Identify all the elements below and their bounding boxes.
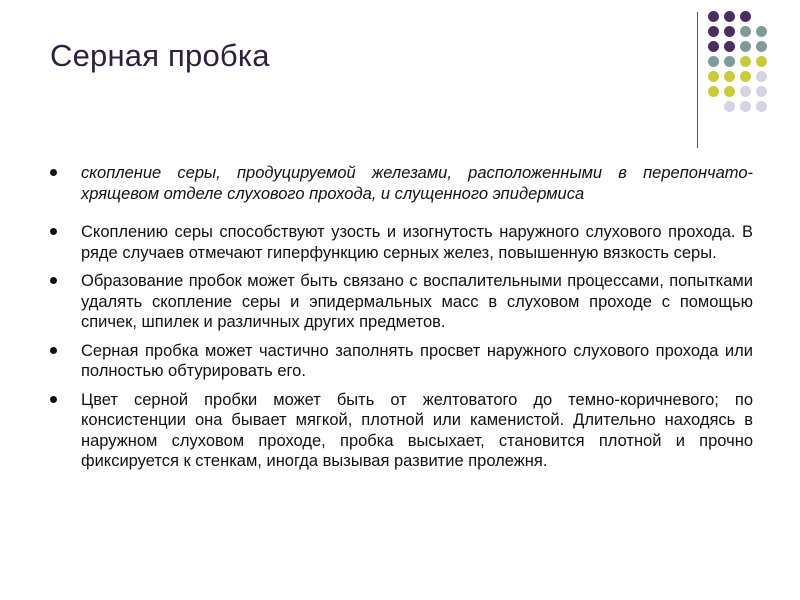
decorative-dot — [756, 26, 767, 37]
decorative-dot — [756, 86, 767, 97]
decorative-dot — [756, 41, 767, 52]
decorative-dot — [708, 71, 719, 82]
bullet-item — [50, 271, 753, 333]
decorative-dot-grid — [708, 11, 768, 113]
bullet-text: скопление серы, продуцируемой железами, расположенными в перепончато-хрящевом отделе слухового прохода, и слущенного эпидермиса — [81, 164, 753, 203]
decorative-dot — [756, 71, 767, 82]
decorative-dot — [724, 26, 735, 37]
decorative-dot — [708, 56, 719, 67]
bullet-item — [50, 341, 753, 382]
decorative-dot — [724, 56, 735, 67]
decorative-dot — [756, 101, 767, 112]
bullet-dot-icon — [50, 347, 57, 354]
decorative-dot — [708, 26, 719, 37]
decorative-dot — [756, 11, 767, 22]
decorative-dot — [708, 86, 719, 97]
title-divider — [697, 12, 698, 148]
bullet-text: Образование пробок может быть связано с воспалительными процессами, попытками удалять скопление серы и эпидермальных масс в слуховом проходе с помощью спичек, шпилек и различных других предметов. — [81, 272, 753, 331]
bullet-dot-icon — [50, 169, 57, 176]
bullet-item — [50, 163, 753, 204]
decorative-dot — [724, 71, 735, 82]
slide-title: Серная пробка — [50, 38, 270, 73]
decorative-dot — [724, 41, 735, 52]
bullet-dot-icon — [50, 228, 57, 235]
decorative-dot — [740, 11, 751, 22]
decorative-dot — [756, 56, 767, 67]
bullet-item — [50, 390, 753, 472]
bullet-dot-icon — [50, 277, 57, 284]
decorative-dot — [740, 101, 751, 112]
decorative-dot — [740, 86, 751, 97]
bullet-text: Цвет серной пробки может быть от желтоватого до темно-коричневого; по консистенции она бывает мягкой, плотной или каменистой. Длительно находясь в наружном слуховом проходе, пробка высыхает, становится плотной и прочно фиксируется к стенкам, иногда вызывая развитие пролежня. — [81, 390, 753, 470]
decorative-dot — [708, 41, 719, 52]
decorative-dot — [724, 101, 735, 112]
decorative-dot — [724, 86, 735, 97]
bullet-text: Скоплению серы способствуют узость и изогнутость наружного слухового прохода. В ряде случаев отмечают гиперфункцию серных желез, повышенную вязкость серы. — [81, 223, 753, 262]
bullet-list — [50, 163, 753, 484]
bullet-text: Серная пробка может частично заполнять просвет наружного слухового прохода или полностью обтурировать его. — [81, 341, 753, 380]
decorative-dot — [740, 56, 751, 67]
bullet-dot-icon — [50, 396, 57, 403]
decorative-dot — [708, 101, 719, 112]
decorative-dot — [708, 11, 719, 22]
decorative-dot — [740, 71, 751, 82]
bullet-item — [50, 222, 753, 263]
decorative-dot — [740, 26, 751, 37]
decorative-dot — [740, 41, 751, 52]
decorative-dot — [724, 11, 735, 22]
